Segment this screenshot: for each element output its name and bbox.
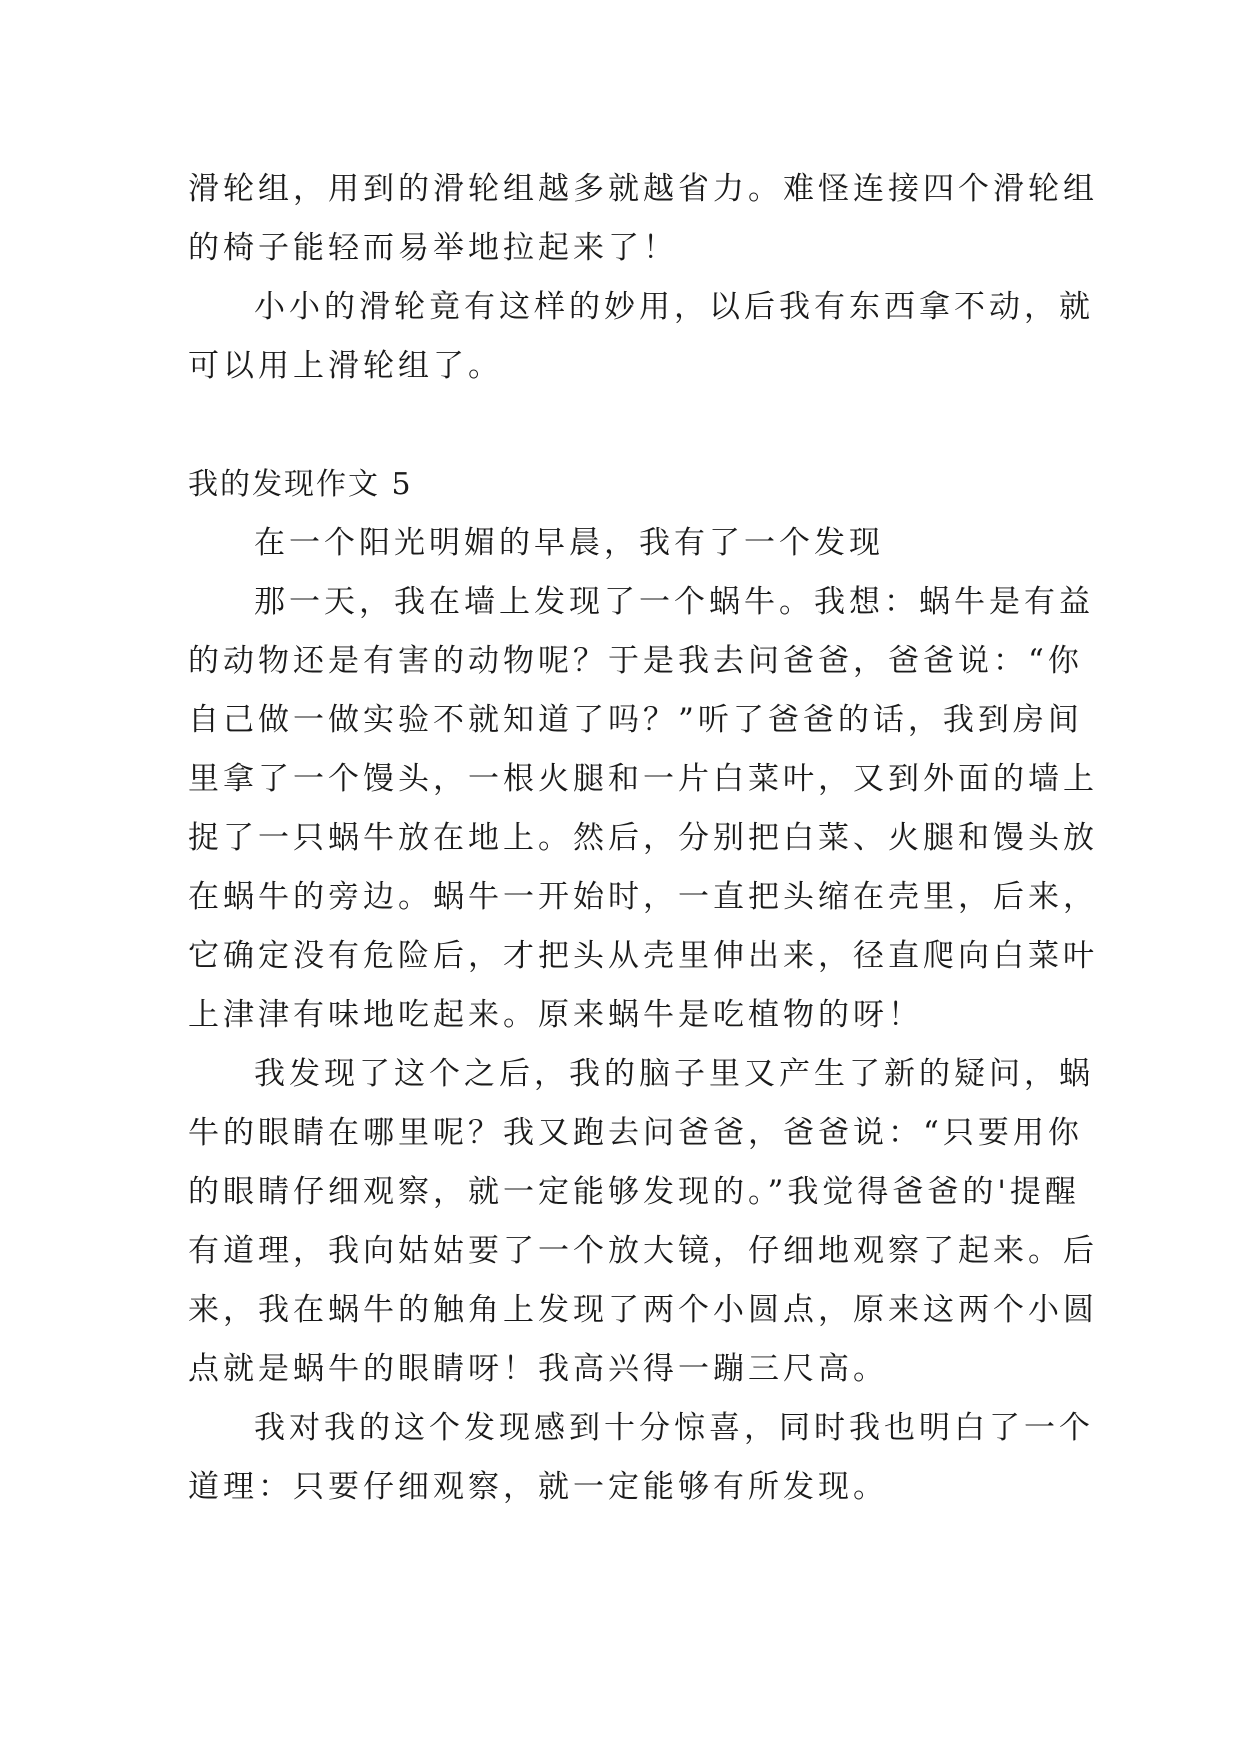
text-line: 捉了一只蜗牛放在地上。然后，分别把白菜、火腿和馒头放 bbox=[188, 820, 1098, 856]
text-line: 有道理，我向姑姑要了一个放大镜，仔细地观察了起来。后 bbox=[188, 1233, 1098, 1269]
paragraph-first-line: 在一个阳光明媚的早晨，我有了一个发现 bbox=[254, 525, 884, 561]
text-line: 上津津有味地吃起来。原来蜗牛是吃植物的呀！ bbox=[188, 997, 923, 1033]
text-line: 点就是蜗牛的眼睛呀！我高兴得一蹦三尺高。 bbox=[188, 1351, 888, 1387]
text-line: 的动物还是有害的动物呢？于是我去问爸爸，爸爸说：“你 bbox=[188, 643, 1083, 679]
section-heading: 我的发现作文 5 bbox=[188, 467, 413, 502]
text-line: 在蜗牛的旁边。蜗牛一开始时，一直把头缩在壳里，后来， bbox=[188, 879, 1098, 915]
text-line: 的眼睛仔细观察，就一定能够发现的。”我觉得爸爸的'提醒 bbox=[188, 1174, 1080, 1210]
text-line: 自己做一做实验不就知道了吗？”听了爸爸的话，我到房间 bbox=[188, 702, 1083, 738]
text-line: 滑轮组，用到的滑轮组越多就越省力。难怪连接四个滑轮组 bbox=[188, 171, 1098, 207]
text-line: 来，我在蜗牛的触角上发现了两个小圆点，原来这两个小圆 bbox=[188, 1292, 1098, 1328]
paragraph-first-line: 那一天，我在墙上发现了一个蜗牛。我想：蜗牛是有益 bbox=[254, 584, 1094, 620]
text-line: 可以用上滑轮组了。 bbox=[188, 348, 503, 384]
text-column bbox=[188, 160, 1098, 1517]
text-line: 道理：只要仔细观察，就一定能够有所发现。 bbox=[188, 1469, 888, 1505]
blank-spacer bbox=[188, 396, 1066, 455]
paragraph-first-line: 我发现了这个之后，我的脑子里又产生了新的疑问，蜗 bbox=[254, 1056, 1094, 1092]
text-line: 的椅子能轻而易举地拉起来了！ bbox=[188, 230, 678, 266]
paragraph-first-line: 我对我的这个发现感到十分惊喜，同时我也明白了一个 bbox=[254, 1410, 1094, 1446]
text-line: 它确定没有危险后，才把头从壳里伸出来，径直爬向白菜叶 bbox=[188, 938, 1098, 974]
paragraph-first-line: 小小的滑轮竟有这样的妙用，以后我有东西拿不动，就 bbox=[254, 289, 1094, 325]
text-line: 牛的眼睛在哪里呢？我又跑去问爸爸，爸爸说：“只要用你 bbox=[188, 1115, 1083, 1151]
text-line: 里拿了一个馒头，一根火腿和一片白菜叶，又到外面的墙上 bbox=[188, 761, 1098, 797]
